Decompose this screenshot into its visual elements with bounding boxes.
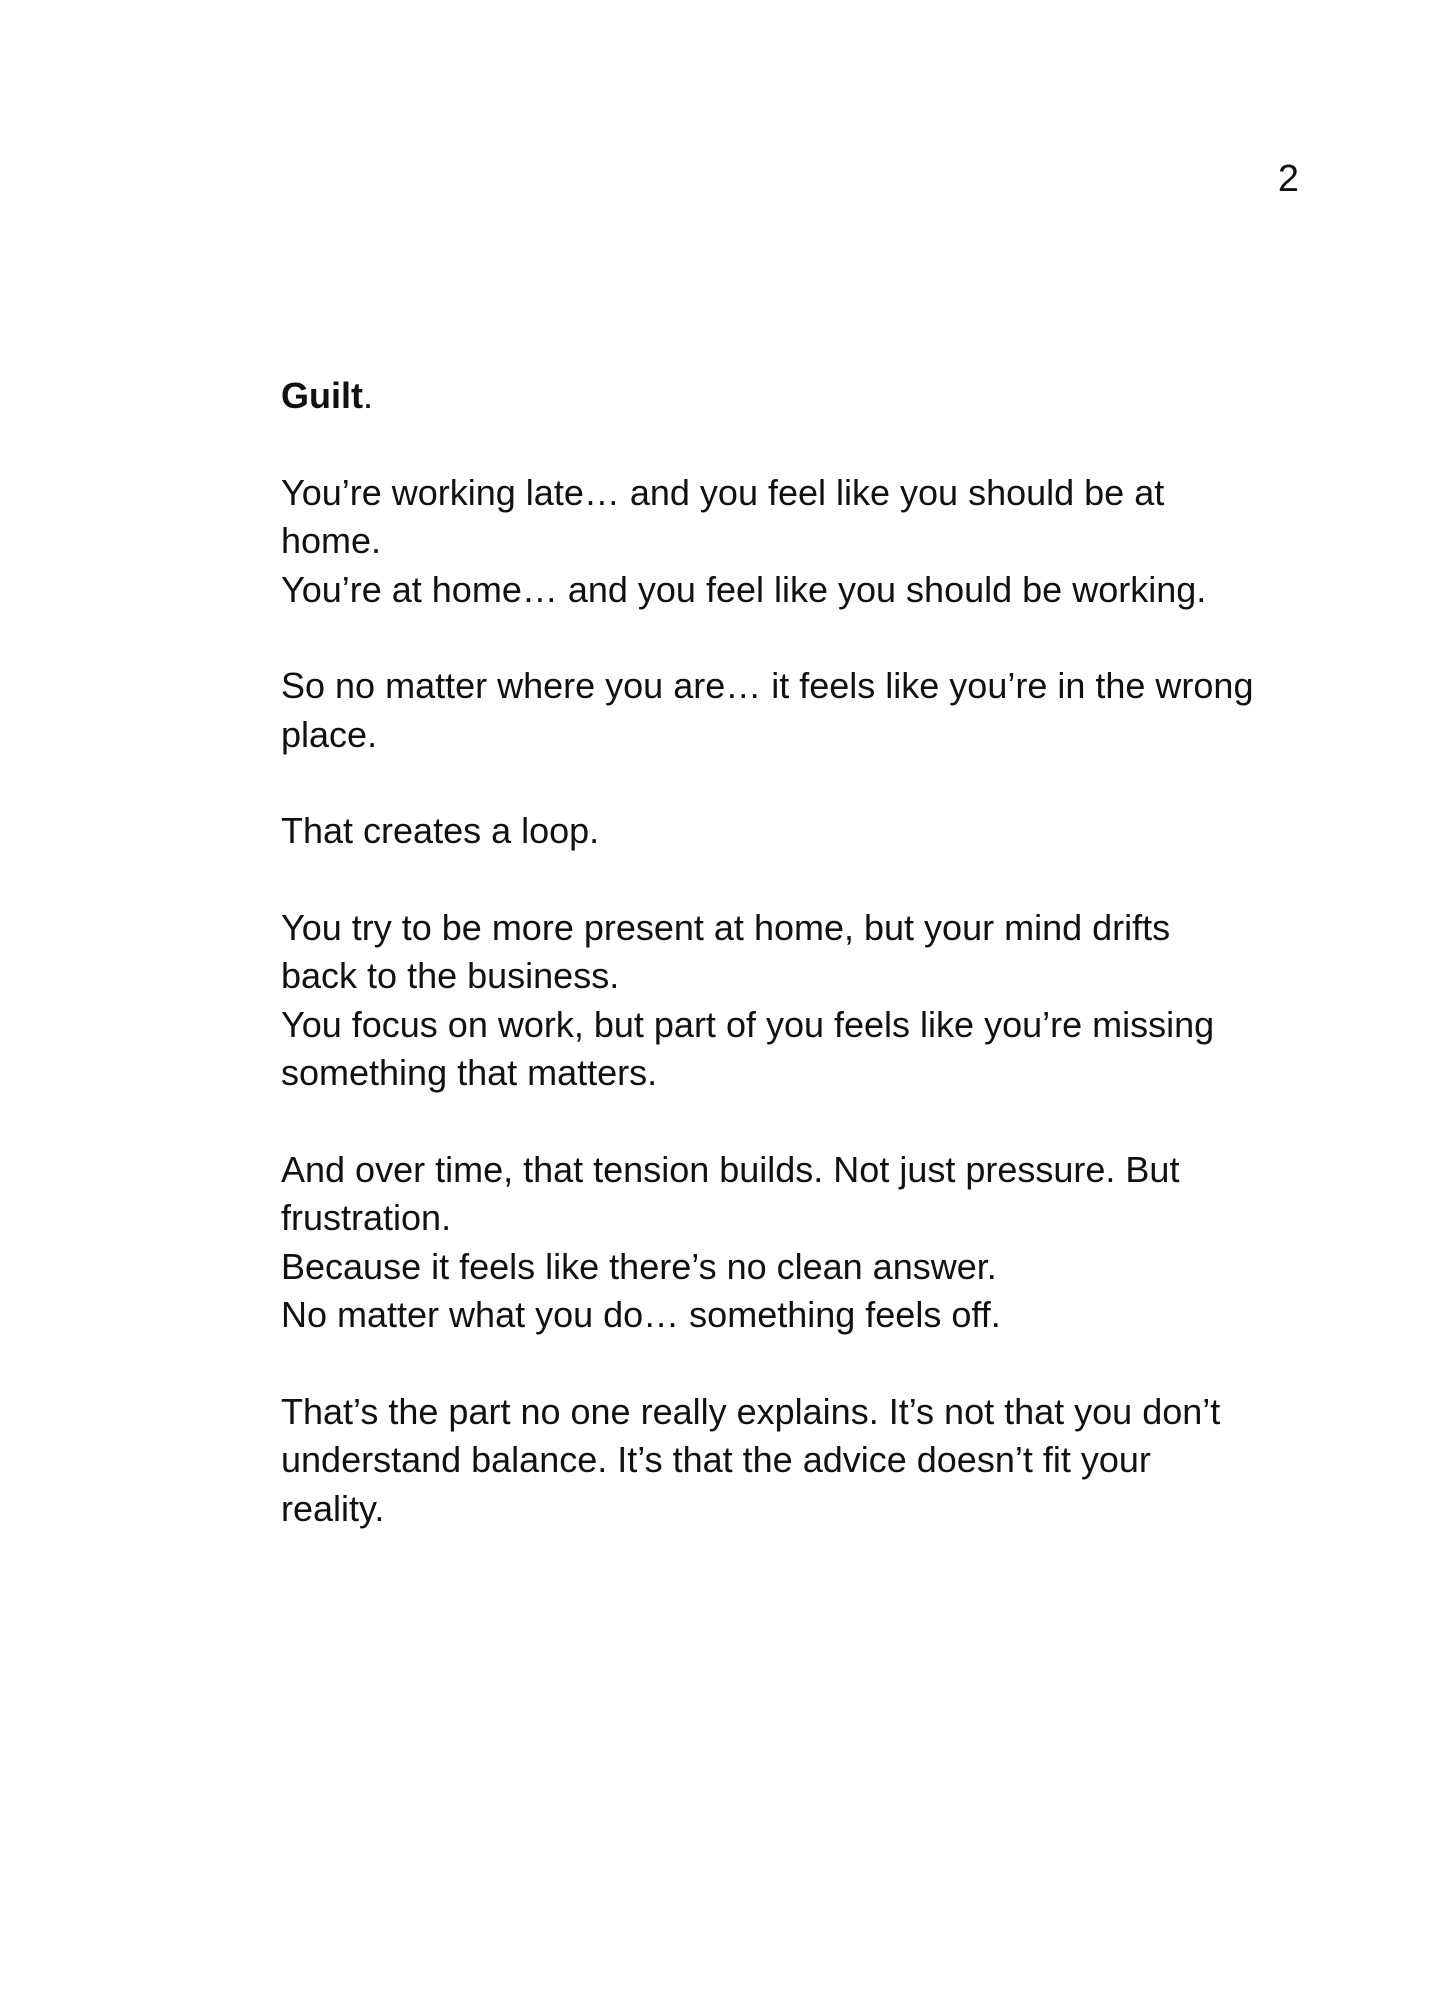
paragraph-line: That’s the part no one really explains. It’s not that you don’t (281, 1390, 1221, 1432)
paragraph-line: frustration. (281, 1197, 452, 1238)
paragraph-line: And over time, that tension builds. Not just pressure. But (281, 1148, 1180, 1190)
document-body (281, 372, 1331, 1581)
paragraph-line: That creates a loop. (281, 810, 600, 851)
paragraph-tension-builds (281, 1146, 1331, 1340)
paragraph-reality (281, 1388, 1331, 1534)
paragraph-line: So no matter where you are… it feels like you’re in the wrong (281, 665, 1254, 706)
paragraph-line: place. (281, 713, 378, 755)
paragraph-line: No matter what you do… something feels off. (281, 1294, 1001, 1335)
paragraph-working-late (281, 469, 1331, 615)
paragraph-line: understand balance. It’s that the advice doesn’t fit your (281, 1439, 1151, 1480)
page-number: 2 (1277, 158, 1299, 200)
paragraph-present-at-home (281, 904, 1331, 1098)
section-heading (281, 372, 1331, 421)
paragraph-loop (281, 807, 1331, 856)
paragraph-line: Because it feels like there’s no clean answer. (281, 1245, 997, 1287)
heading-period: . (362, 375, 373, 416)
paragraph-line: reality. (281, 1487, 385, 1529)
paragraph-line: home. (281, 520, 382, 561)
paragraph-line: You focus on work, but part of you feels like you’re missing (281, 1003, 1215, 1045)
paragraph-line: You’re at home… and you feel like you should be working. (281, 568, 1207, 610)
paragraph-wrong-place (281, 662, 1331, 759)
paragraph-line: back to the business. (281, 955, 620, 996)
heading-bold-text: Guilt (281, 375, 363, 416)
paragraph-line: something that matters. (281, 1052, 658, 1093)
paragraph-line: You try to be more present at home, but your mind drifts (281, 906, 1171, 948)
paragraph-line: You’re working late… and you feel like you should be at (281, 471, 1165, 513)
